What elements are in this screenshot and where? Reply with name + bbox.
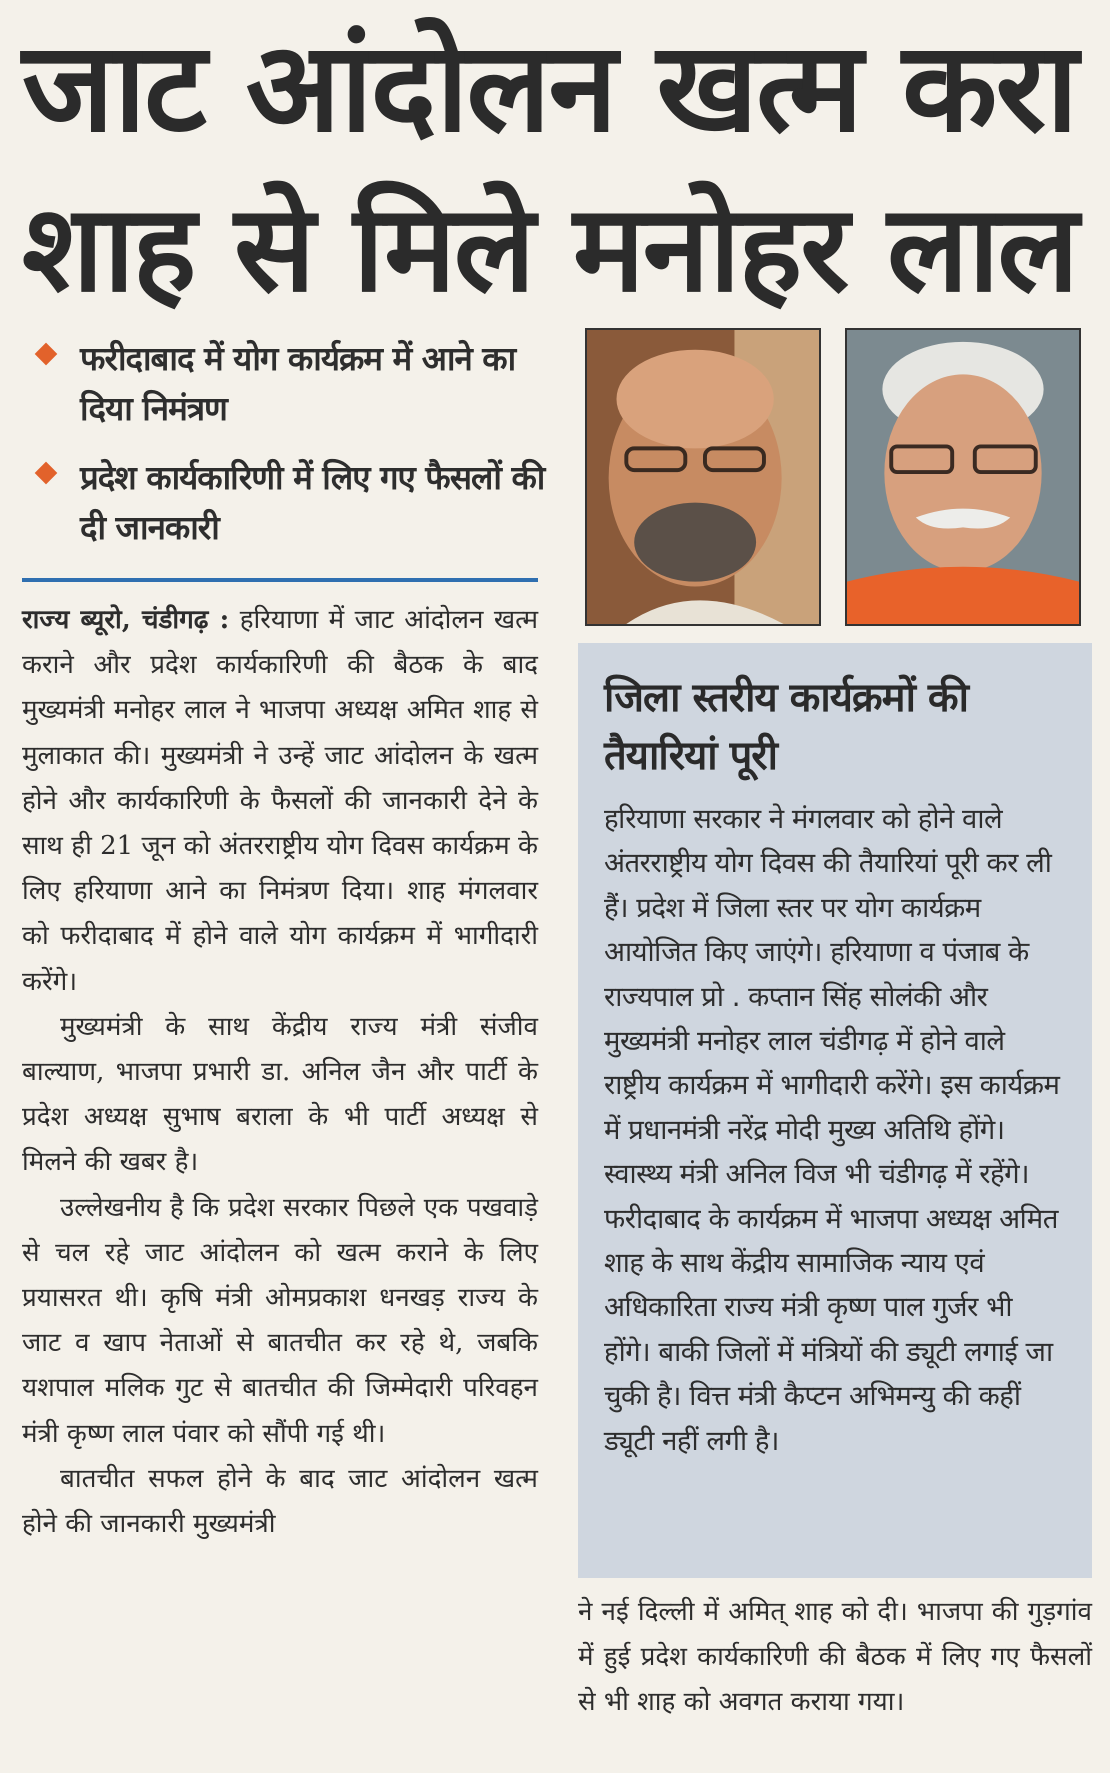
portrait-photo bbox=[845, 328, 1081, 626]
highlight-item bbox=[38, 453, 558, 552]
sidebar-title: जिला स्तरीय कार्यक्रमों की तैयारियां पूरी bbox=[604, 675, 968, 779]
article-paragraph bbox=[22, 598, 538, 1005]
section-divider bbox=[22, 578, 538, 582]
photo-strip bbox=[585, 328, 1085, 626]
article-continuation bbox=[578, 1590, 1092, 1726]
sidebar-body: हरियाणा सरकार ने मंगलवार को होने वाले अंतरराष्ट्रीय योग दिवस की तैयारियां पूरी कर ली हैं। प्रदेश में जिला स्तर पर योग कार्यक्रम आयोजित किए जाएंगे। हरियाणा व पंजाब के राज्यपाल प्रो . कप्तान सिंह सोलंकी और मुख्यमंत्री मनोहर लाल चंडीगढ़ में होने वाले राष्ट्रीय कार्यक्रम में भागीदारी करेंगे। इस कार्यक्रम में प्रधानमंत्री नरेंद्र मोदी मुख्य अतिथि होंगे। स्वास्थ्य मंत्री अनिल विज भी चंडीगढ़ में रहेंगे। फरीदाबाद के कार्यक्रम में भाजपा अध्यक्ष अमित शाह के साथ केंद्रीय सामाजिक न्याय एवं अधिकारिता राज्य मंत्री कृष्ण पाल गुर्जर भी होंगे। बाकी जिलों में मंत्रियों की ड्यूटी लगाई जा चुकी है। वित्त मंत्री कैप्टन अभिमन्यु की कहीं ड्यूटी नहीं लगी है। bbox=[604, 803, 1060, 1457]
highlight-text: प्रदेश कार्यकारिणी में लिए गए फैसलों की दी जानकारी bbox=[80, 458, 545, 547]
sidebar-box bbox=[578, 643, 1092, 1578]
portrait-photo bbox=[585, 328, 821, 626]
dateline: राज्य ब्यूरो, चंडीगढ़ : bbox=[22, 605, 230, 635]
highlight-item bbox=[38, 334, 558, 433]
headline-line-1: जाट आंदोलन खत्म करा bbox=[22, 16, 1077, 160]
article-paragraph: ने नई दिल्ली में अमित् शाह को दी। भाजपा की गुड़गांव में हुई प्रदेश कार्यकारिणी की बैठक में लिए गए फैसलों से भी शाह को अवगत कराया गया। bbox=[578, 1597, 1092, 1718]
highlight-text: फरीदाबाद में योग कार्यक्रम में आने का दिया निमंत्रण bbox=[80, 339, 516, 428]
article-paragraph: बातचीत सफल होने के बाद जाट आंदोलन खत्म होने की जानकारी मुख्यमंत्री bbox=[22, 1463, 538, 1540]
diamond-bullet-icon bbox=[35, 462, 58, 485]
diamond-bullet-icon bbox=[35, 343, 58, 366]
article-paragraph: उल्लेखनीय है कि प्रदेश सरकार पिछले एक पखवाड़े से चल रहे जाट आंदोलन को खत्म कराने के लिए प्रयासरत थी। कृषि मंत्री ओमप्रकाश धनखड़ राज्य के जाट व खाप नेताओं से बातचीत कर रहे थे, जबकि यशपाल मलिक गुट से बातचीत की जिम्मेदारी परिवहन मंत्री कृष्ण लाल पंवार को सौंपी गई थी। bbox=[22, 1192, 538, 1449]
article-paragraph: मुख्यमंत्री के साथ केंद्रीय राज्य मंत्री संजीव बाल्याण, भाजपा प्रभारी डा. अनिल जैन और पार्टी के प्रदेश अध्यक्ष सुभाष बराला के भी पार्टी अध्यक्ष से मिलने की खबर है। bbox=[22, 1011, 538, 1178]
highlights-list bbox=[38, 334, 558, 572]
headline-line-2: शाह से मिले मनोहर लाल bbox=[22, 180, 1077, 319]
article-paragraph-text: हरियाणा में जाट आंदोलन खत्म कराने और प्रदेश कार्यकारिणी की बैठक के बाद मुख्यमंत्री मनोहर लाल ने भाजपा अध्यक्ष अमित शाह से मुलाकात की। मुख्यमंत्री ने उन्हें जाट आंदोलन के खत्म होने और कार्यकारिणी के फैसलों की जानकारी देने के साथ ही 21 जून को अंतरराष्ट्रीय योग दिवस कार्यक्रम के लिए हरियाणा आने का निमंत्रण दिया। शाह मंगलवार को फरीदाबाद में होने वाले योग कार्यक्रम में भागीदारी करेंगे। bbox=[22, 605, 538, 997]
article-body bbox=[22, 598, 538, 1547]
